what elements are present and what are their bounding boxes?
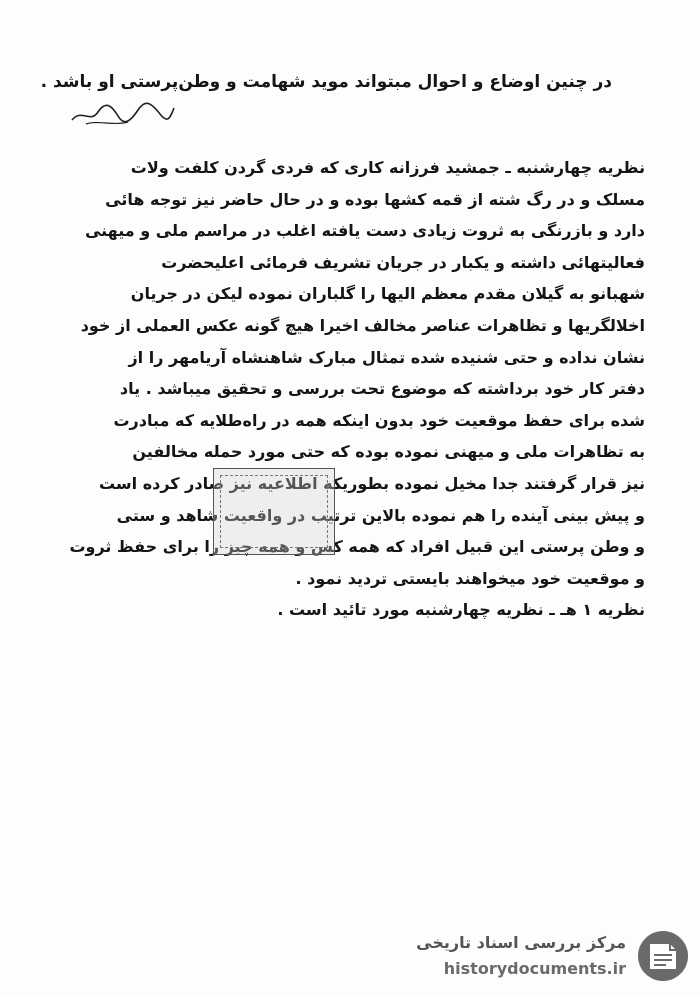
stamp-border <box>220 475 328 548</box>
body-line: و وطن پرستی این قبیل افراد که همه کس و همه چیز را برای حفظ ثروت <box>69 537 645 557</box>
header-line: در چنین اوضاع و احوال مبتواند موید شهامت و وطن‌پرستی او باشد . <box>40 72 612 92</box>
body-line: به تظاهرات ملی و میهنی نموده بوده که حتی مورد حمله مخالفین <box>132 442 645 462</box>
body-line: مسلک و در رگ شته از قمه کشها بوده و در حال حاضر نیز توجه هائی <box>105 189 645 209</box>
signature-icon <box>68 98 178 128</box>
body-line: نظریه ۱ هـ ـ نظریه چهارشنبه مورد تائید است . <box>277 600 645 620</box>
body-line: اخلالگریها و تظاهرات عناصر مخالف اخیرا هیچ گونه عکس العملی از خود <box>80 316 645 335</box>
body-line: نیز قرار گرفتند جدا مخیل نموده بطوریکه اطلاعیه نیز صادر کرده است <box>98 474 645 493</box>
rectangular-stamp-icon <box>213 468 335 555</box>
footer-url[interactable]: historydocuments.ir <box>443 959 626 978</box>
body-line: دارد و بازرنگی به ثروت زیادی دست یافته اغلب در مراسم ملی و میهنی <box>84 221 645 241</box>
footer-watermark <box>406 923 696 993</box>
body-line: نشان نداده و حتی شنیده شده تمثال مبارک شاهنشاه آریامهر را از <box>128 347 645 367</box>
body-line: شده برای حفظ موقعیت خود بدون اینکه همه در راه‌طلایه که مبادرت <box>113 410 645 430</box>
body-line: فعالیتهائی داشته و یکبار در جریان تشریف فرمائی اعلیحضرت <box>161 252 645 272</box>
body-line: دفتر کار خود برداشته که موضوع تحت بررسی و تحقیق میباشد . یاد <box>119 379 645 399</box>
document-center-logo-icon <box>636 929 690 983</box>
body-line: نظریه چهارشنبه ـ جمشید فرزانه کاری که فردی گردن کلفت ولات <box>130 158 645 177</box>
body-line: و موقعیت خود میخواهند بایستی تردید نمود . <box>295 568 645 588</box>
footer-title: مرکز بررسی اسناد تاریخی <box>416 933 626 952</box>
body-line: و پیش بینی آینده را هم نموده بالاین ترتیب در واقعیت شاهد و ستی <box>116 505 645 525</box>
body-line: شهبانو به گیلان مقدم معظم الیها را گلباران نموده لیکن در جریان <box>130 284 645 304</box>
